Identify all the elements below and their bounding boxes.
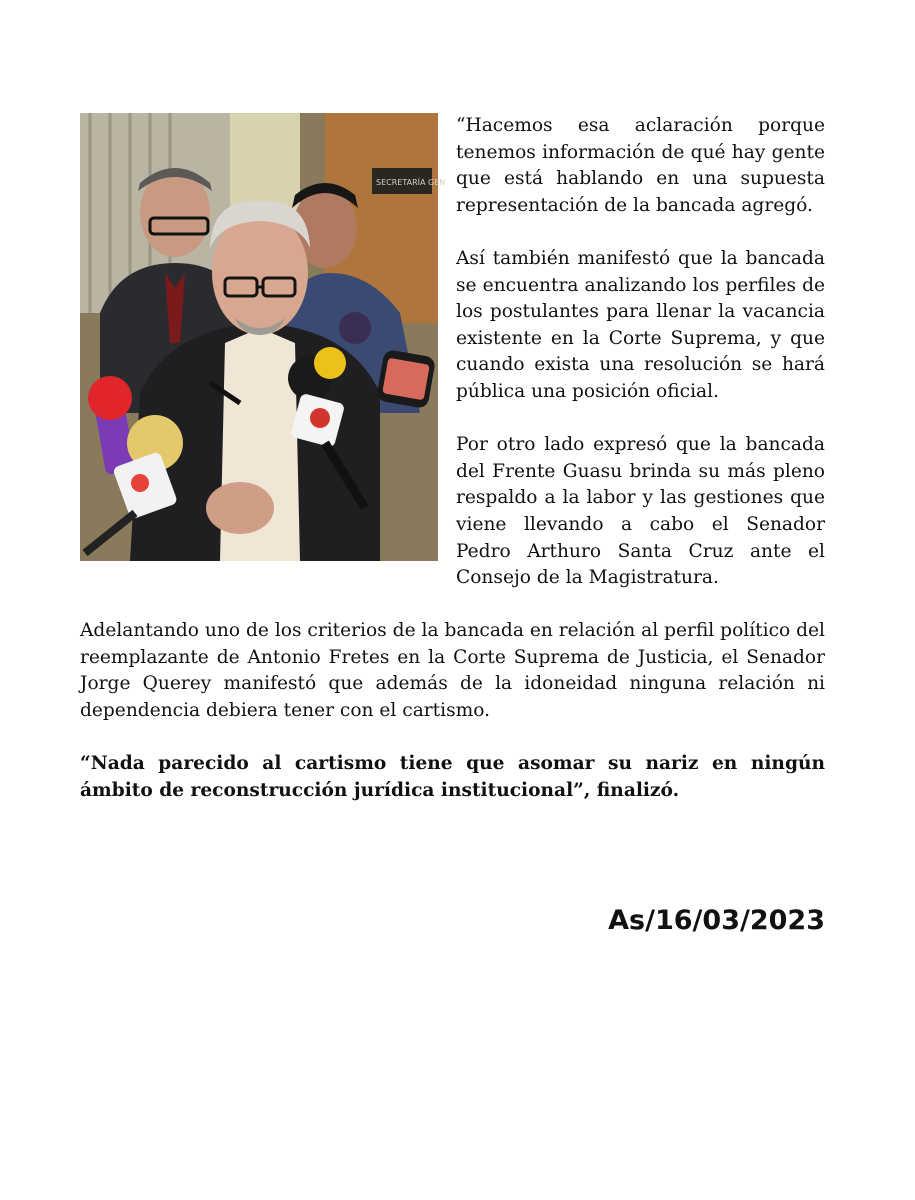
- press-conference-photo: [80, 113, 446, 561]
- paragraph-4: Adelantando uno de los criterios de la bancada en relación al perfil político del reemplazante de Antonio Fretes en la Corte Suprema de Justicia, el Senador Jorge Querey manifestó que además de la idoneidad ninguna relación ni dependencia debiera tener con el cartismo.: [80, 620, 825, 722]
- document-body: [80, 113, 825, 804]
- door-sign-text: SECRETARÍA GEN: [376, 178, 446, 187]
- paragraph-3: Por otro lado expresó que la bancada del Frente Guasu brinda su más pleno respaldo a la labor y las gestiones que viene llevando a cabo el Senador Pedro Arthuro Santa Cruz ante el Consejo de la Magistratura.: [456, 434, 825, 589]
- closing-quote: “Nada parecido al cartismo tiene que asomar su nariz en ningún ámbito de reconstrucción jurídica institucional”, finalizó.: [80, 753, 825, 801]
- paragraph-2: Así también manifestó que la bancada se encuentra analizando los perfiles de los postulantes para llenar la vacancia existente en la Corte Suprema, y que cuando exista una resolución se hará pública una posición oficial.: [456, 247, 825, 402]
- photo-illustration: [80, 113, 446, 561]
- paragraph-1: “Hacemos esa aclaración porque tenemos información de qué hay gente que está hablando en una supuesta representación de la bancada agregó.: [456, 115, 825, 216]
- date-line: As/16/03/2023: [608, 905, 825, 936]
